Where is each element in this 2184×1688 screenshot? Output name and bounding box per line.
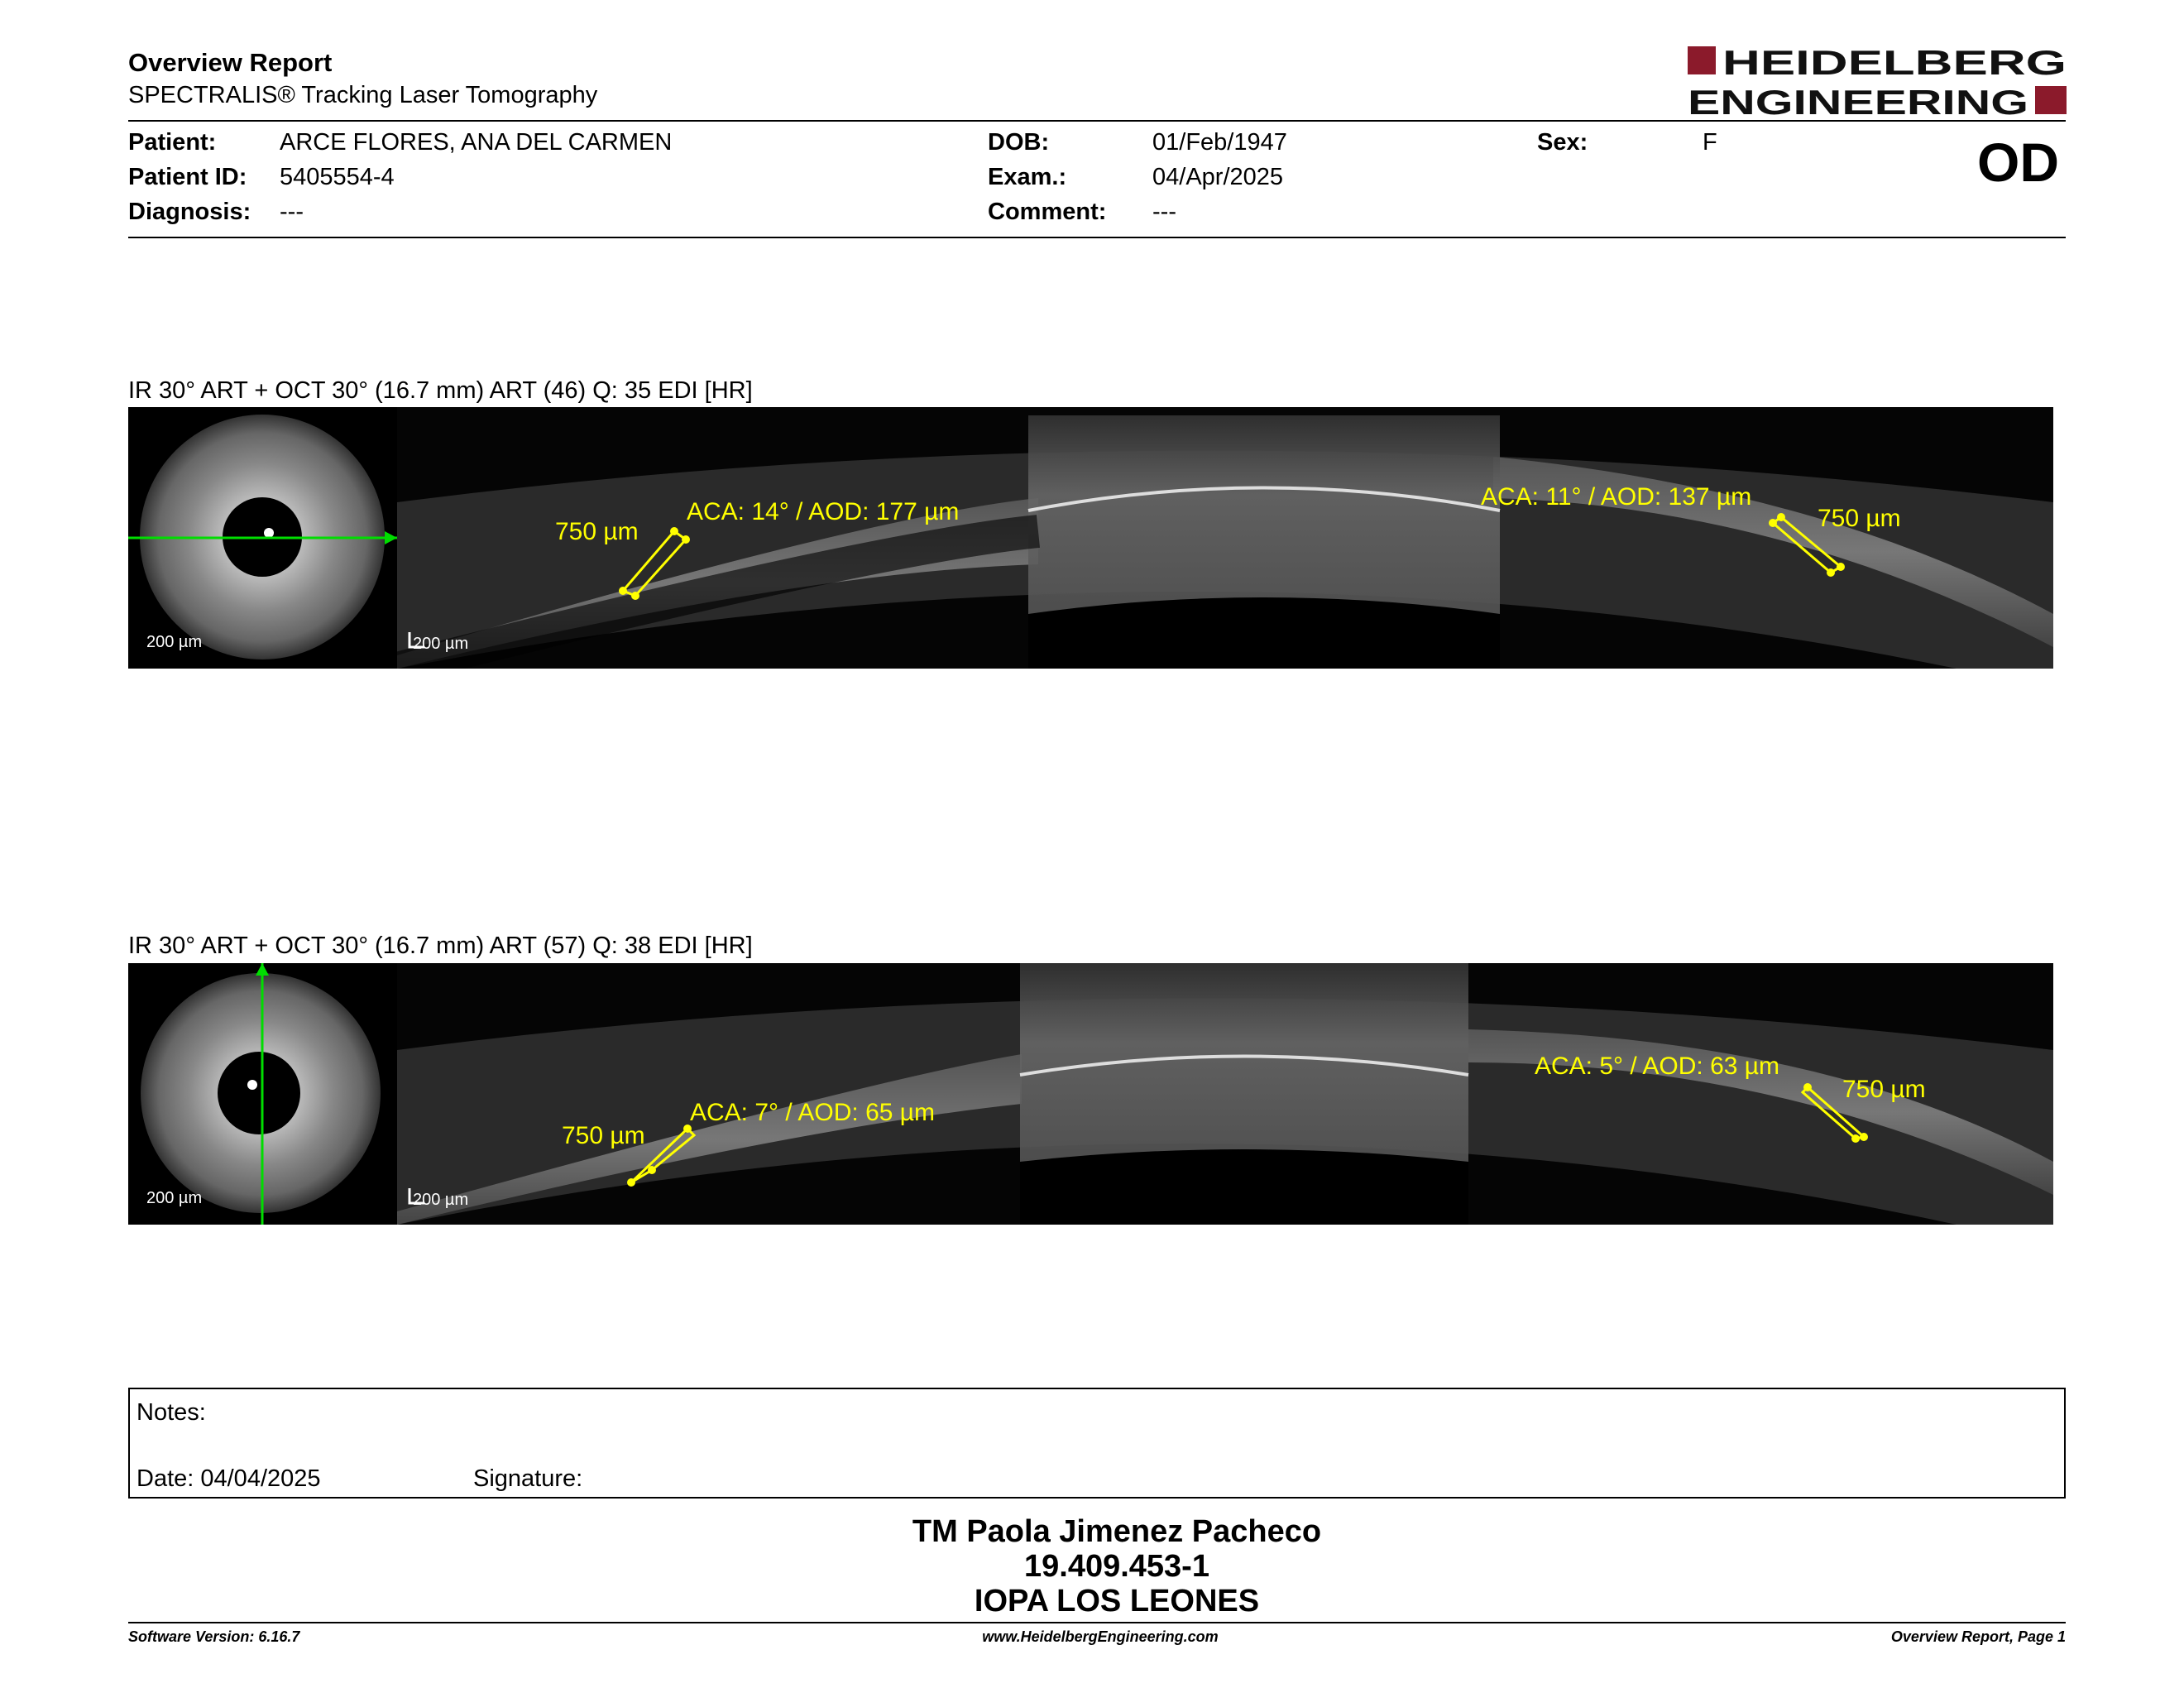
diagnosis-value: --- bbox=[280, 199, 304, 225]
software-version: Software Version: 6.16.7 bbox=[128, 1628, 300, 1645]
sex-value: F bbox=[1703, 129, 1717, 156]
oct-bscan bbox=[397, 963, 2053, 1225]
scan-1-right-measure: ACA: 11° / AOD: 137 µm bbox=[1481, 483, 1752, 511]
diagnosis-label: Diagnosis: bbox=[128, 199, 251, 225]
fundus-image bbox=[128, 407, 397, 669]
fundus-image bbox=[128, 963, 397, 1225]
scan-2-right-distance: 750 µm bbox=[1842, 1076, 1926, 1103]
oct-scale-1: 200 µm bbox=[413, 635, 469, 653]
patient-id: 5405554-4 bbox=[280, 164, 395, 190]
technician-name: TM Paola Jimenez Pacheco bbox=[912, 1514, 1322, 1549]
scan-1-panel bbox=[128, 407, 2053, 669]
fundus-scale-1: 200 µm bbox=[146, 633, 203, 651]
logo-text-1: HEIDELBERG bbox=[1722, 43, 2067, 82]
patient-id-label: Patient ID: bbox=[128, 164, 247, 190]
page-indicator: Overview Report, Page 1 bbox=[1890, 1628, 2066, 1645]
oct-bscan bbox=[397, 407, 2053, 669]
report-title: Overview Report bbox=[128, 48, 333, 77]
scan-1-right-distance: 750 µm bbox=[1818, 505, 1901, 532]
scan-2-panel bbox=[128, 963, 2053, 1225]
scan-1-left-distance: 750 µm bbox=[555, 518, 639, 545]
scan-1-left-measure: ACA: 14° / AOD: 177 µm bbox=[687, 498, 960, 525]
fundus-scale-2: 200 µm bbox=[146, 1189, 203, 1207]
scan-1-title: IR 30° ART + OCT 30° (16.7 mm) ART (46) Q: 35 EDI [HR] bbox=[128, 377, 753, 404]
eye-indicator: OD bbox=[1977, 132, 2059, 193]
oct-scale-2: 200 µm bbox=[413, 1191, 469, 1209]
exam-label: Exam.: bbox=[988, 164, 1067, 190]
sex-label: Sex: bbox=[1537, 129, 1588, 156]
comment-label: Comment: bbox=[988, 199, 1107, 225]
scan-2-left-measure: ACA: 7° / AOD: 65 µm bbox=[690, 1099, 936, 1126]
logo-text-2: ENGINEERING bbox=[1688, 83, 2028, 119]
patient-label: Patient: bbox=[128, 129, 217, 156]
comment-value: --- bbox=[1152, 199, 1176, 225]
footer-rule bbox=[128, 1622, 2066, 1623]
scan-2-left-distance: 750 µm bbox=[562, 1122, 645, 1149]
date-label: Date: 04/04/2025 bbox=[136, 1465, 321, 1492]
heidelberg-logo bbox=[1688, 43, 2068, 119]
dob-label: DOB: bbox=[988, 129, 1050, 156]
scan-2-right-measure: ACA: 5° / AOD: 63 µm bbox=[1535, 1053, 1780, 1080]
signature-label: Signature: bbox=[473, 1465, 583, 1492]
notes-box bbox=[128, 1388, 2066, 1499]
patient-name: ARCE FLORES, ANA DEL CARMEN bbox=[280, 129, 673, 156]
technician-id: 19.409.453-1 bbox=[1024, 1549, 1209, 1584]
exam-value: 04/Apr/2025 bbox=[1152, 164, 1284, 190]
scan-2-title: IR 30° ART + OCT 30° (16.7 mm) ART (57) Q: 38 EDI [HR] bbox=[128, 933, 753, 959]
info-rule bbox=[128, 237, 2066, 238]
institution-name: IOPA LOS LEONES bbox=[974, 1584, 1260, 1618]
header-rule bbox=[128, 120, 2066, 122]
report-subtitle: SPECTRALIS® Tracking Laser Tomography bbox=[128, 82, 598, 108]
dob-value: 01/Feb/1947 bbox=[1152, 129, 1287, 156]
website-link: www.HeidelbergEngineering.com bbox=[982, 1628, 1219, 1645]
notes-label: Notes: bbox=[136, 1399, 206, 1426]
